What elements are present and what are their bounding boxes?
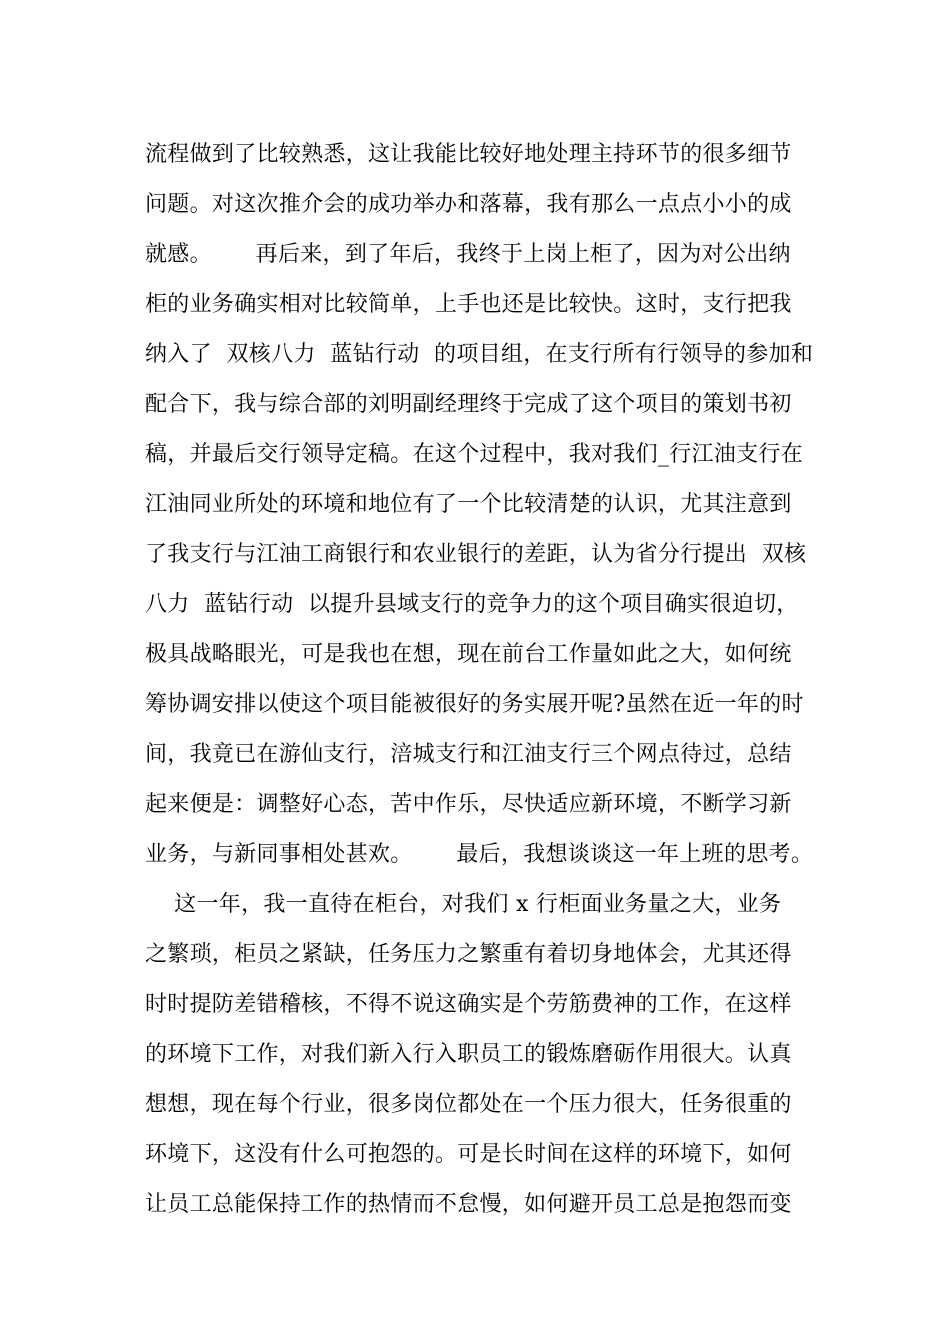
text-line: 这一年，我一直待在柜台，对我们 x 行柜面业务量之大，业务 xyxy=(145,892,782,917)
text-line: 流程做到了比较熟悉，这让我能比较好地处理主持环节的很多细节 xyxy=(145,142,792,167)
text-line: 问题。对这次推介会的成功举办和落幕，我有那么一点点小小的成 xyxy=(145,192,792,217)
text-line: 就感。 再后来，到了年后，我终于上岗上柜了，因为对公出纳 xyxy=(145,242,791,267)
text-line: 业务，与新同事相处甚欢。 最后，我想谈谈这一年上班的思考。 xyxy=(145,842,814,867)
text-line: 环境下，这没有什么可抱怨的。可是长时间在这样的环境下，如何 xyxy=(145,1142,792,1167)
text-line: 的环境下工作，对我们新入行入职员工的锻炼磨砺作用很大。认真 xyxy=(145,1042,792,1067)
text-line: 时时提防差错稽核，不得不说这确实是个劳筋费神的工作，在这样 xyxy=(145,992,792,1017)
text-line: 了我支行与江油工商银行和农业银行的差距，认为省分行提出 双核 xyxy=(145,542,807,567)
text-line: 间，我竟已在游仙支行，涪城支行和江油支行三个网点待过，总结 xyxy=(145,742,792,767)
text-line: 纳入了 双核八力 蓝钻行动 的项目组，在支行所有行领导的参加和 xyxy=(145,342,814,367)
text-line: 配合下，我与综合部的刘明副经理终于完成了这个项目的策划书初 xyxy=(145,392,792,417)
text-line: 起来便是：调整好心态，苦中作乐，尽快适应新环境，不断学习新 xyxy=(145,792,792,817)
body-text xyxy=(145,130,845,1230)
text-line: 江油同业所处的环境和地位有了一个比较清楚的认识，尤其注意到 xyxy=(145,492,792,517)
text-line: 想想，现在每个行业，很多岗位都处在一个压力很大，任务很重的 xyxy=(145,1092,792,1117)
text-line: 之繁琐，柜员之紧缺，任务压力之繁重有着切身地体会，尤其还得 xyxy=(145,942,792,967)
text-line: 稿，并最后交行领导定稿。在这个过程中，我对我们_行江油支行在 xyxy=(145,442,804,467)
text-line: 极具战略眼光，可是我也在想，现在前台工作量如此之大，如何统 xyxy=(145,642,792,667)
text-line: 柜的业务确实相对比较简单，上手也还是比较快。这时，支行把我 xyxy=(145,292,792,317)
text-line: 八力 蓝钻行动 以提升县域支行的竞争力的这个项目确实很迫切， xyxy=(145,592,799,617)
text-line: 筹协调安排以使这个项目能被很好的务实展开呢?虽然在近一年的时 xyxy=(145,692,804,717)
text-line: 让员工总能保持工作的热情而不怠慢，如何避开员工总是抱怨而变 xyxy=(145,1192,792,1217)
